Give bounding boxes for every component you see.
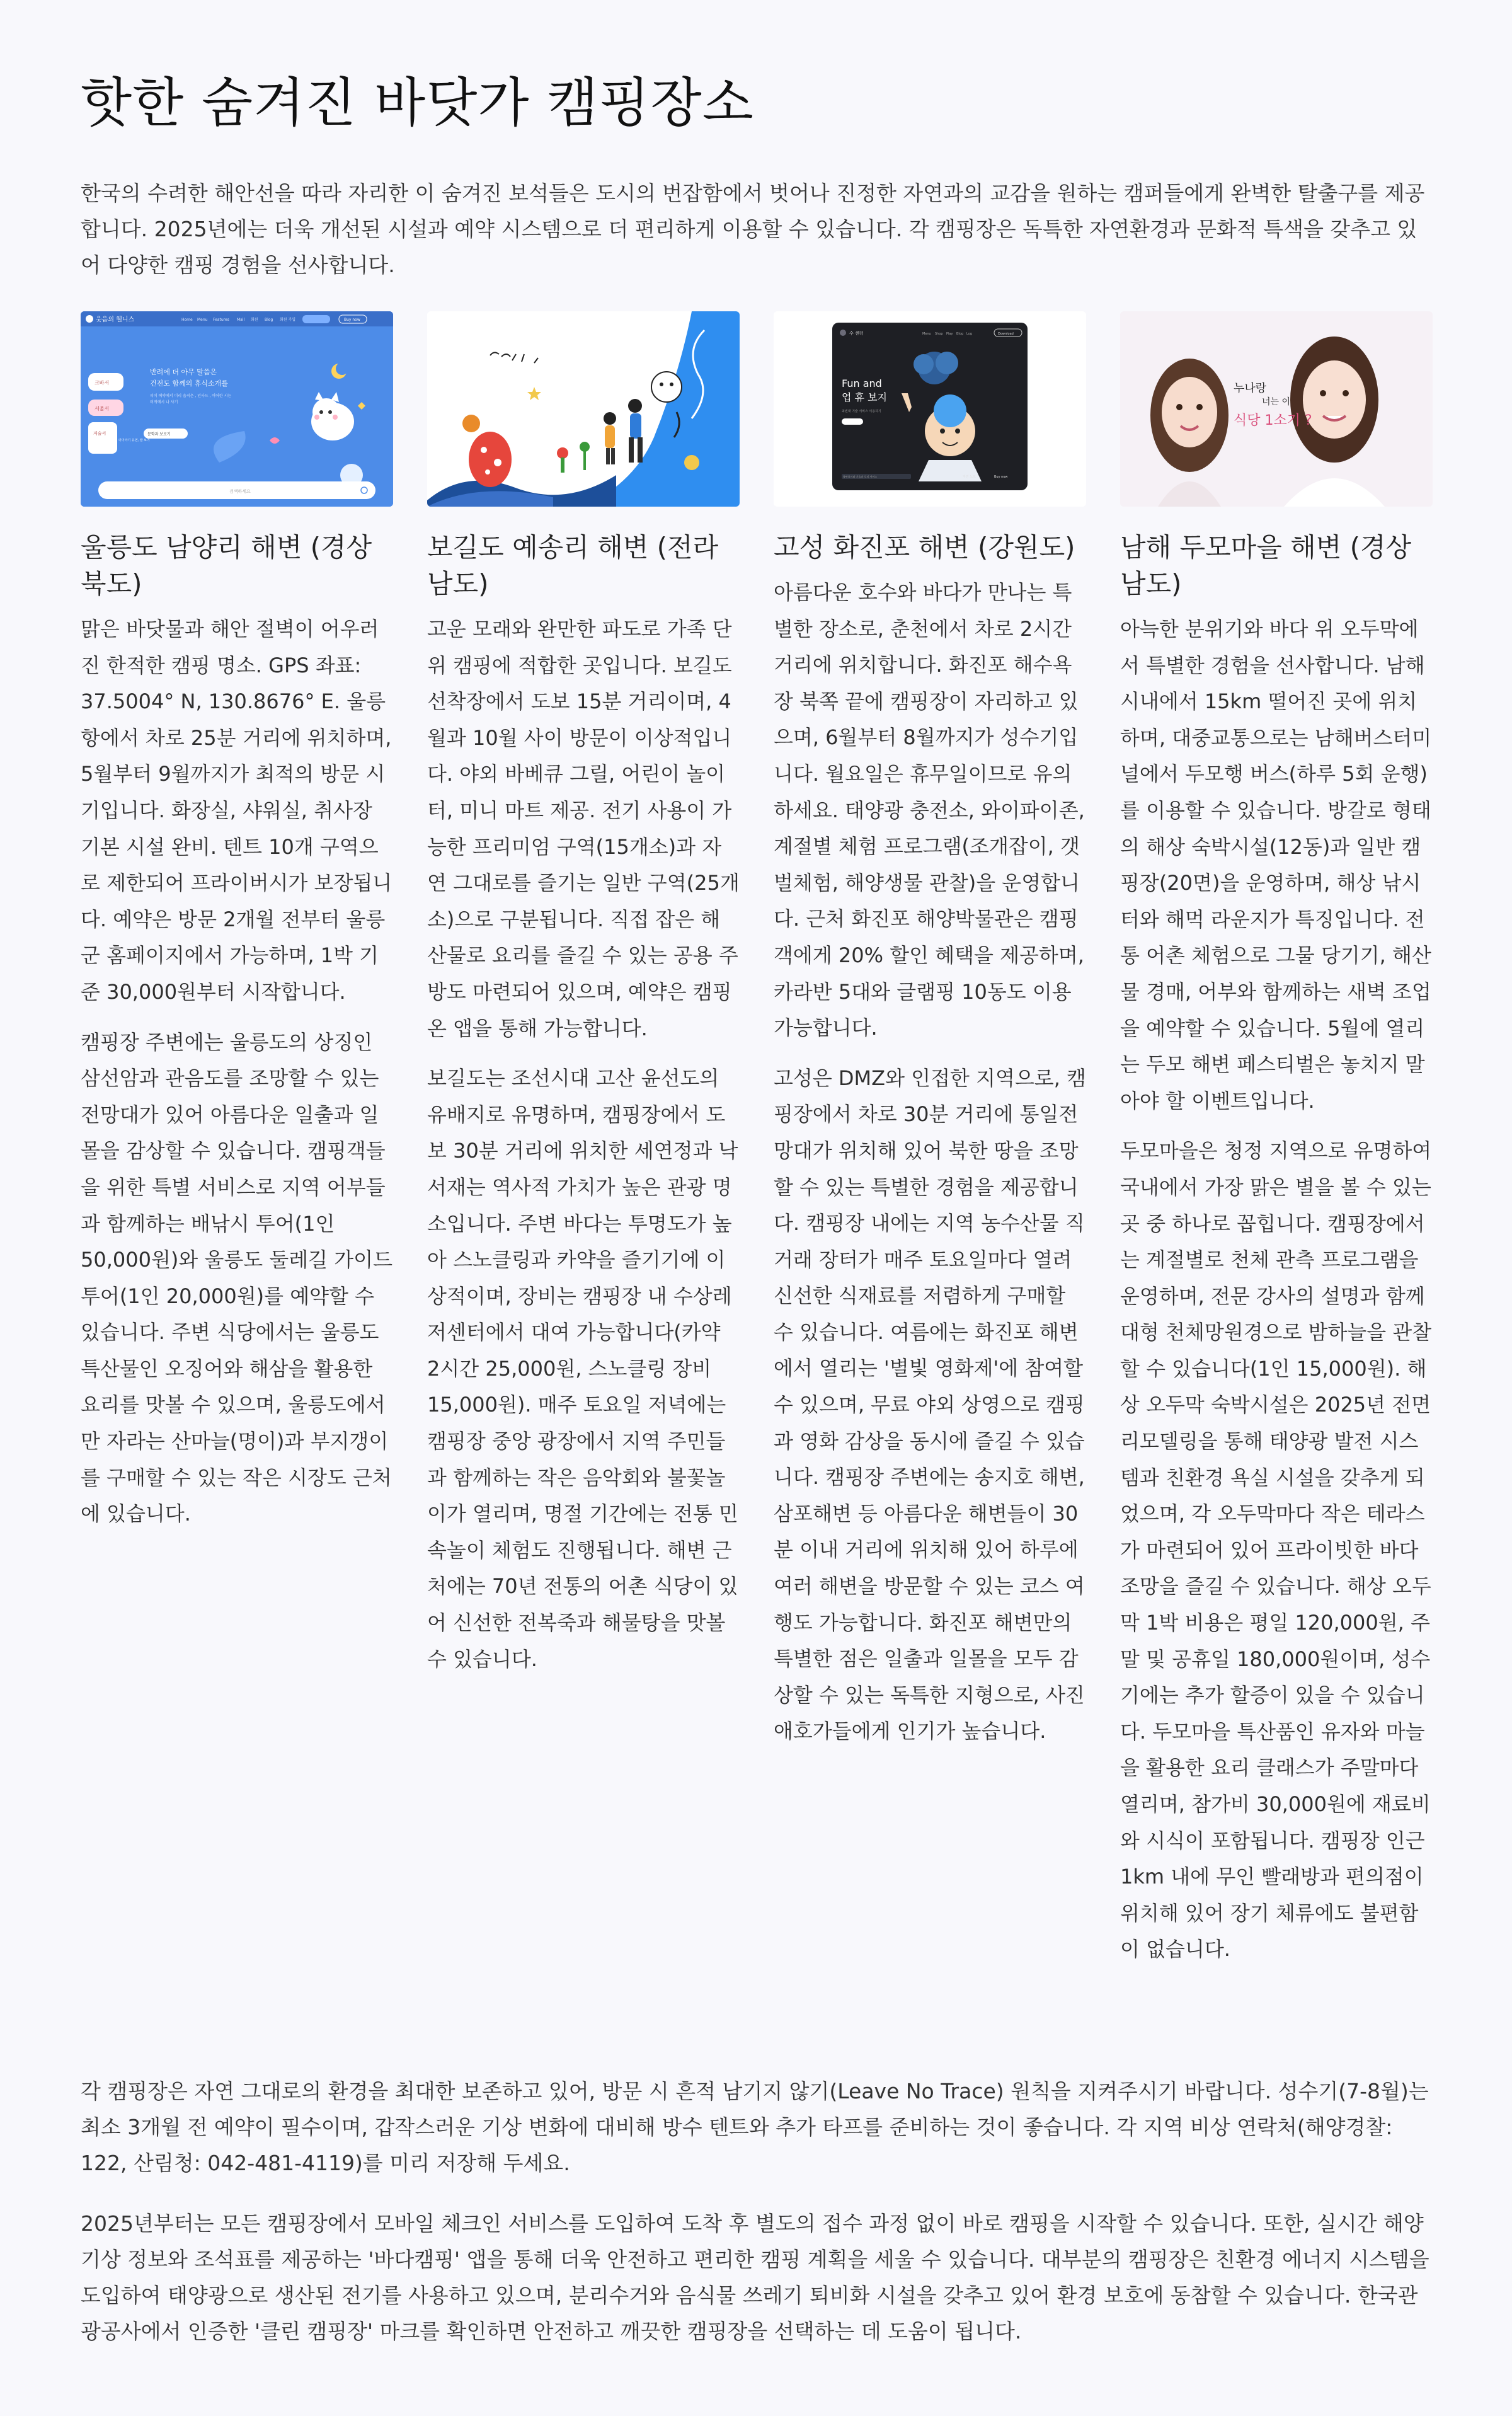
illustration-svg <box>1120 311 1433 507</box>
thumb-headline-1: Fun and <box>842 377 882 389</box>
thumb-sub-2: 머게에시 나 사기 <box>150 400 178 405</box>
illustration-svg <box>427 311 740 507</box>
thumb-nav-shop: Shop <box>935 332 943 336</box>
thumb-nav-join: 회원 가입 <box>280 318 296 322</box>
portrait-thumbnail <box>1120 311 1433 507</box>
campsite-paragraph: 보길도는 조선시대 고산 윤선도의 유배지로 유명하며, 캠핑장에서 도보 30분 거리에 위치한 세연정과 낙서재는 역사적 가치가 높은 관광 명소입니다. 주변 바다는 투명도가 높아 스노클링과 카약을 즐기기에 이상적이며, 장비는 캠핑장 내 수상레저센터에서 대여 가능합니다(카약 2시간 25,000원, 스노클링 장비 15,000원). 매주 토요일 저녁에는 캠핑장 중앙 광장에서 지역 주민들과 함께하는 작은 음악회와 불꽃놀이가 열리며, 명절 기간에는 전통 민속놀이 체험도 진행됩니다. 해변 근처에는 70년 전통의 어촌 식당이 있어 신선한 전복죽과 해물탕을 맛볼 수 있습니다. <box>427 1066 738 1671</box>
footer-paragraph-1: 각 캠핑장은 자연 그대로의 환경을 최대한 보존하고 있어, 방문 시 흔적 남기지 않기(Leave No Trace) 원칙을 지켜주시기 바랍니다. 성수기(7-8월)는 최소 3개월 전 예약이 필수이며, 갑작스러운 기상 변화에 대비해 방수 텐트와 추가 타프를 준비하는 것이 좋습니다. 각 지역 비상 연락처(해양경찰: 122, 산림청: 042-481-4119)를 미리 저장해 두세요. <box>81 2079 1429 2175</box>
thumb-brand: 웃음의 웰니스 <box>96 316 135 323</box>
thumb-caption-3: 식당 1소기 ? <box>1234 413 1312 429</box>
thumb-nav-features: Features <box>213 318 229 322</box>
thumb-brand: 수 센터 <box>849 331 864 336</box>
thumb-badge: 문학과 보로기 <box>147 432 171 437</box>
campsite-paragraph: 고성은 DMZ와 인접한 지역으로, 캠핑장에서 차로 30분 거리에 통일전망대가 위치해 있어 북한 땅을 조망할 수 있는 특별한 경험을 제공합니다. 캠핑장 내에는 지역 농수산물 직거래 장터가 매주 토요일마다 열려 신선한 식재료를 저렴하게 구매할 수 있습니다. 여름에는 화진포 해변에서 열리는 '별빛 영화제'에 참여할 수 있으며, 무료 야외 상영으로 캠핑과 영화 감상을 동시에 즐길 수 있습니다. 캠핑장 주변에는 송지호 해변, 삼포해변 등 아름다운 해변들이 30분 이내 거리에 위치해 있어 하루에 여러 해변을 방문할 수 있는 코스 여행도 가능합니다. 화진포 해변만의 특별한 점은 일출과 일몰을 모두 감상할 수 있는 독특한 지형으로, 사진 애호가들에게 인기가 높습니다. <box>774 1066 1086 1744</box>
thumb-download: Download <box>998 332 1014 336</box>
page-title: 핫한 숨겨진 바닷가 캠핑장소 <box>81 72 754 134</box>
campsite-column-namhae <box>1120 311 1433 1968</box>
thumb-heading-1: 반려에 더 아무 말씀은 <box>150 368 217 376</box>
campsite-paragraph: 맑은 바닷물과 해안 절벽이 어우러진 한적한 캠핑 명소. GPS 좌표: 37.5004° N, 130.8676° E. 울릉항에서 차로 25분 거리에 위치하며, 5월부터 9월까지가 최적의 방문 시기입니다. 화장실, 샤워실, 취사장 기본 시설 완비. 텐트 10개 구역으로 제한되어 프라이버시가 보장됩니다. 예약은 방문 2개월 전부터 울릉군 홈페이지에서 가능하며, 1박 기준 30,000원부터 시작합니다. <box>81 617 392 1004</box>
thumb-tag-2: 서울서 <box>94 406 110 411</box>
thumb-heading-2: 건전도 함께의 휴식소개를 <box>150 379 228 388</box>
campsite-title: 남해 두모마을 해변 (경상남도) <box>1120 532 1412 599</box>
thumb-sub-1: 피이 예약에서 미리 움직은 , 인사드 , 여어한 시는 <box>150 394 232 398</box>
campsite-title: 보길도 예송리 해변 (전라남도) <box>427 532 719 599</box>
campsite-column-goseong <box>774 311 1086 1750</box>
thumb-tag-3: 저술서 <box>93 431 106 436</box>
thumb-nav-blog: Blog <box>265 318 273 322</box>
thumb-nav-blog: Blog <box>956 332 964 336</box>
thumb-nav-home: Home <box>181 318 193 322</box>
campsite-title: 고성 화진포 해변 (강원도) <box>774 532 1075 563</box>
campsite-paragraph: 두모마을은 청정 지역으로 유명하여 국내에서 가장 맑은 별을 볼 수 있는 곳 중 하나로 꼽힙니다. 캠핑장에서는 계절별로 천체 관측 프로그램을 운영하며, 전문 강사의 설명과 함께 대형 천체망원경으로 밤하늘을 관찰할 수 있습니다(1인 15,000원). 해상 오두막 숙박시설은 2025년 전면 리모델링을 통해 태양광 발전 시스템과 친환경 욕실 시설을 갖추게 되었으며, 각 오두막마다 작은 테라스가 마련되어 있어 프라이빗한 바다 조망을 즐길 수 있습니다. 해상 오두막 1박 비용은 평일 120,000원, 주말 및 공휴일 180,000원이며, 성수기에는 추가 할증이 있을 수 있습니다. 두모마을 특산품인 유자와 마늘을 활용한 요리 클래스가 주말마다 열리며, 참가비 30,000원에 재료비와 시식이 포함됩니다. 캠핑장 인근 1km 내에 무인 빨래방과 편의점이 위치해 있어 장기 체류에도 불편함이 없습니다. <box>1120 1139 1432 1962</box>
illustration-svg <box>774 311 1086 507</box>
campsite-columns <box>81 311 1431 2051</box>
campsite-paragraph: 캠핑장 주변에는 울릉도의 상징인 삼선암과 관음도를 조망할 수 있는 전망대가 있어 아름다운 일출과 일몰을 감상할 수 있습니다. 캠핑객들을 위한 특별 서비스로 지역 어부들과 함께하는 배낚시 투어(1인 50,000원)와 울릉도 둘레길 가이드 투어(1인 20,000원)를 예약할 수 있습니다. 주변 식당에서는 울릉도 특산물인 오징어와 해삼을 활용한 요리를 맛볼 수 있으며, 울릉도에서만 자라는 산마늘(명이)과 부지갱이를 구매할 수 있는 작은 시장도 근처에 있습니다. <box>81 1030 393 1526</box>
campsite-column-bogildo <box>427 311 740 1677</box>
illustration-thumbnail <box>427 311 740 507</box>
thumb-nav-log: Log <box>966 332 972 336</box>
thumb-nav-menu: Menu <box>197 318 208 322</box>
intro-paragraph: 한국의 수려한 해안선을 따라 자리한 이 숨겨진 보석들은 도시의 번잡함에서 벗어나 진정한 자연과의 교감을 원하는 캠퍼들에게 완벽한 탈출구를 제공합니다. 2025년에는 더욱 개선된 시설과 예약 시스템으로 더 편리하게 이용할 수 있습니다. 각 캠핑장은 독특한 자연환경과 문화적 특색을 갖추고 있어 다양한 캠핑 경험을 선사합니다. <box>81 181 1425 277</box>
thumb-nav-menu: Menu <box>922 332 931 336</box>
thumb-footer-right: Buy now <box>994 475 1008 479</box>
thumb-nav-mall: Mall <box>237 318 245 322</box>
website-screenshot-thumbnail <box>81 311 393 507</box>
thumb-sub: 최빈대 기술 서비스 이용하기 <box>842 410 881 413</box>
thumb-caption-1: 누나랑 <box>1234 382 1267 395</box>
thumb-footer-brand: 자연 노트 <box>963 475 976 479</box>
thumb-nav-member: 회원 <box>251 318 258 322</box>
campsite-paragraph: 고운 모래와 완만한 파도로 가족 단위 캠핑에 적합한 곳입니다. 보길도 선착장에서 도보 15분 거리이며, 4월과 10월 사이 방문이 이상적입니다. 야외 바베큐 그릴, 어린이 놀이터, 미니 마트 제공. 전기 사용이 가능한 프리미엄 구역(15개소)과 자연 그대로를 즐기는 일반 구역(25개소)으로 구분됩니다. 직접 잡은 해산물로 요리를 즐길 수 있는 공용 주방도 마련되어 있으며, 예약은 캠핑온 앱을 통해 가능합니다. <box>427 617 740 1040</box>
thumb-tag-1: 크바서 <box>94 380 110 386</box>
campsite-title: 울릉도 남양리 해변 (경상북도) <box>81 532 372 599</box>
campsite-column-ulleungdo <box>81 311 393 1533</box>
thumb-headline-2: 업 휴 보지 <box>842 391 887 403</box>
thumb-cta: Buy now <box>344 318 360 322</box>
thumb-mini-label: 더이야기 유연, 말 보기 <box>118 439 150 442</box>
campsite-paragraph: 아름다운 호수와 바다가 만나는 특별한 장소로, 춘천에서 차로 2시간 거리에 위치합니다. 화진포 해수욕장 북쪽 끝에 캠핑장이 자리하고 있으며, 6월부터 8월까지가 성수기입니다. 월요일은 휴무일이므로 유의하세요. 태양광 충전소, 와이파이존, 계절별 체험 프로그램(조개잡이, 갯벌체험, 해양생물 관찰)을 운영합니다. 근처 화진포 해양박물관은 캠핑객에게 20% 할인 혜택을 제공하며, 카라반 5대와 글램핑 10동도 이용 가능합니다. <box>774 580 1085 1040</box>
thumb-nav-play: Play <box>946 332 953 336</box>
app-screenshot-thumbnail <box>774 311 1086 507</box>
thumb-search-placeholder: 검색하세요 <box>229 489 251 494</box>
campsite-paragraph: 아늑한 분위기와 바다 위 오두막에서 특별한 경험을 선사합니다. 남해 시내에서 15km 떨어진 곳에 위치하며, 대중교통으로는 남해버스터미널에서 두모행 버스(하루 5회 운행)를 이용할 수 있습니다. 방갈로 형태의 해상 숙박시설(12동)과 일반 캠핑장(20면)을 운영하며, 해상 낚시터와 해먹 라운지가 특징입니다. 전통 어촌 체험으로 그물 당기기, 해산물 경매, 어부와 함께하는 새벽 조업을 예약할 수 있습니다. 5월에 열리는 두모 해변 페스티벌은 놓치지 말아야 할 이벤트입니다. <box>1120 617 1432 1113</box>
illustration-svg <box>81 311 393 507</box>
thumb-caption-2: 너는 이 <box>1262 397 1291 407</box>
thumb-footer-left: 출판표시와 기술과 로직 서비스 <box>843 475 878 478</box>
footer-paragraph-2: 2025년부터는 모든 캠핑장에서 모바일 체크인 서비스를 도입하여 도착 후 별도의 접수 과정 없이 바로 캠핑을 시작할 수 있습니다. 또한, 실시간 해양 기상 정보와 조석표를 제공하는 '바다캠핑' 앱을 통해 더욱 안전하고 편리한 캠핑 계획을 세울 수 있습니다. 대부분의 캠핑장은 친환경 에너지 시스템을 도입하여 태양광으로 생산된 전기를 사용하고 있으며, 분리수거와 음식물 쓰레기 퇴비화 시설을 갖추고 있어 환경 보호에 동참할 수 있습니다. 한국관광공사에서 인증한 '클린 캠핑장' 마크를 확인하면 안전하고 깨끗한 캠핑장을 선택하는 데 도움이 됩니다. <box>81 2211 1429 2344</box>
